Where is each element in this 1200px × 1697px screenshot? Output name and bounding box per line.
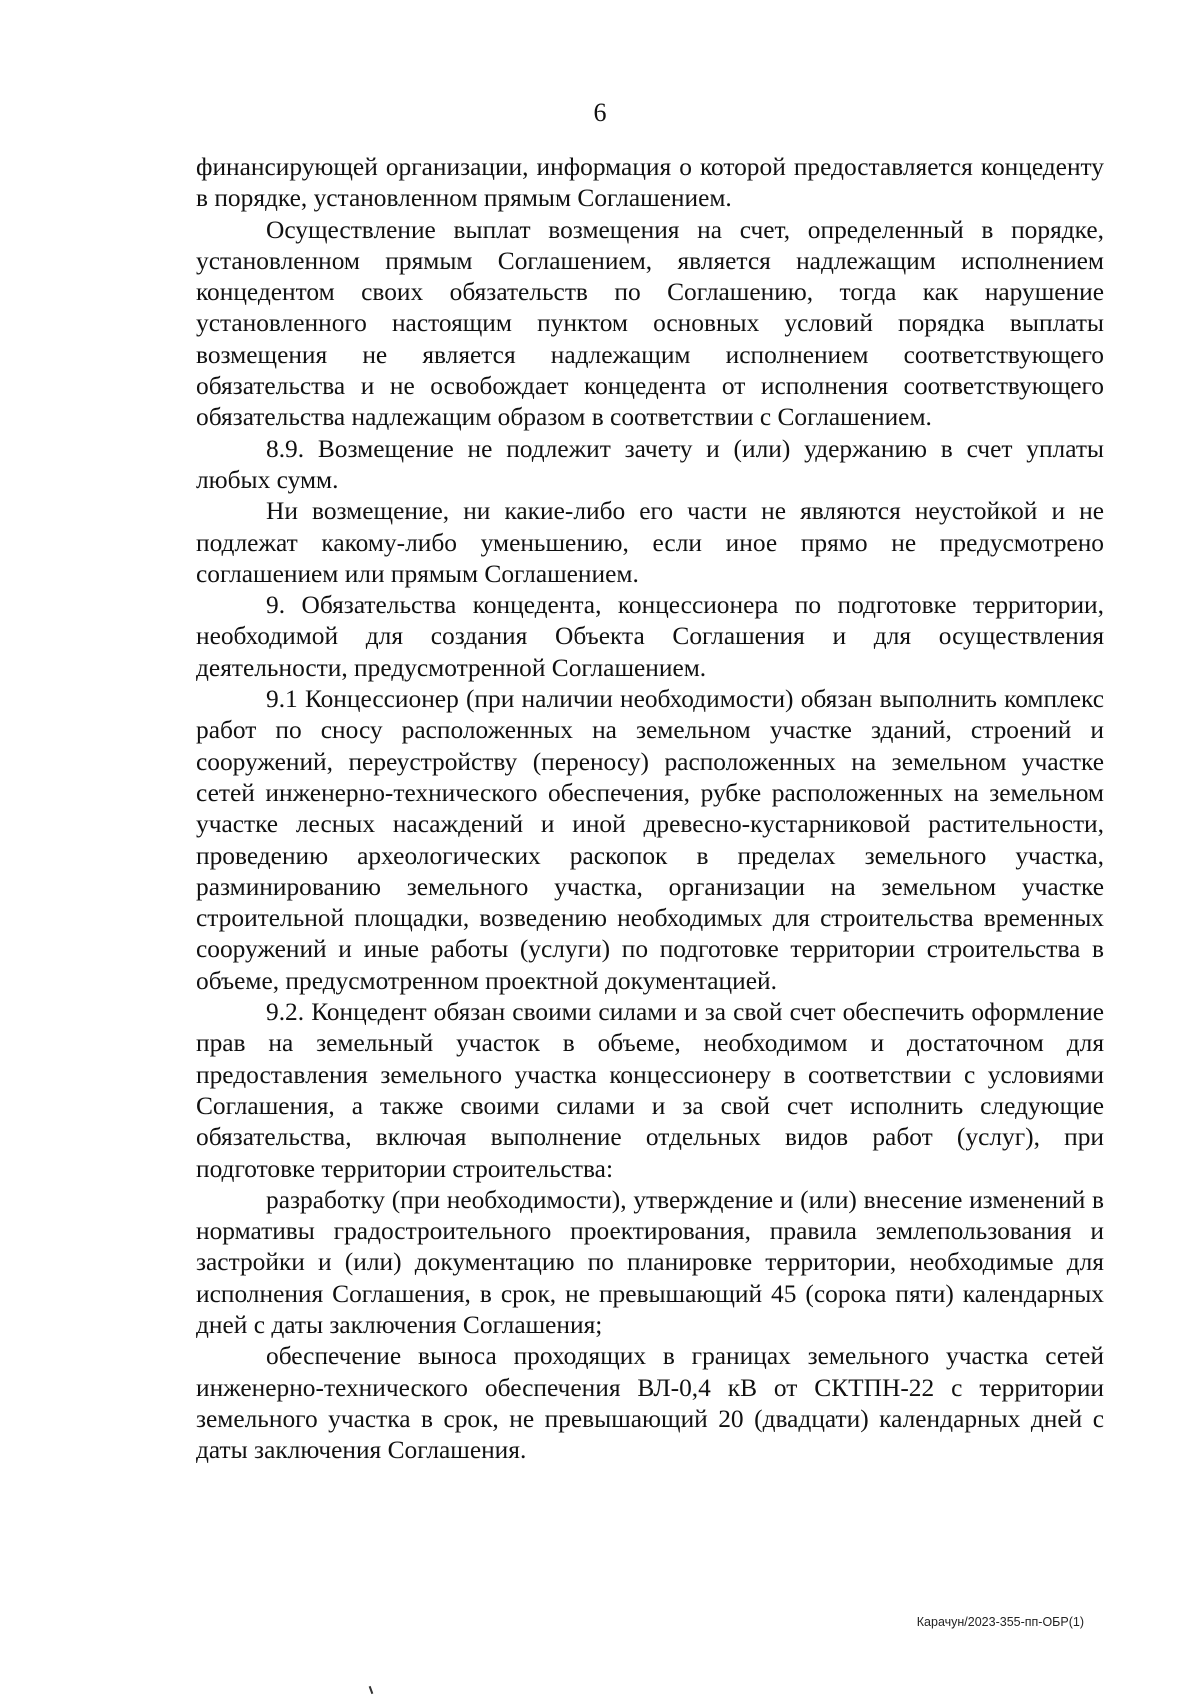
page-number: 6 (593, 98, 607, 127)
paragraph-payment-account: Осуществление выплат возмещения на счет, определенный в порядке, установленном прямым Соглашением, является надлежащим исполнением концедентом своих обязательств по Соглашению, тогда как нарушение установленного настоящим пунктом основных условий порядка выплаты возмещения не является надлежащим исполнением соответствующего обязательства и не освобождает концедента от исполнения соответствующего обязательства надлежащим образом в соответствии с Соглашением. (196, 215, 1104, 432)
paragraph-clause-8-9: 8.9. Возмещение не подлежит зачету и (или) удержанию в счет уплаты любых сумм. (196, 434, 1104, 494)
paragraph-no-penalty: Ни возмещение, ни какие-либо его части не являются неустойкой и не подлежат какому-либо уменьшению, если иное прямо не предусмотрено соглашением или прямым Соглашением. (196, 497, 1104, 588)
paragraph-planning-docs: разработку (при необходимости), утверждение и (или) внесение изменений в нормативы градостроительного проектирования, правила землепользования и застройки и (или) документацию по планировке территории, необходимые для исполнения Соглашения, в срок, не превышающий 45 (сорока пяти) календарных дней с даты заключения Соглашения; (196, 1185, 1104, 1339)
scan-mark (369, 1686, 374, 1694)
paragraph-network-relocation: обеспечение выноса проходящих в границах земельного участка сетей инженерно-технического обеспечения ВЛ-0,4 кВ от СКТПН-22 с территории земельного участка в срок, не превышающий 20 (двадцати) календарных дней с даты заключения Соглашения. (196, 1342, 1104, 1465)
document-code: Карачун/2023-355-пп-ОБР(1) (916, 1615, 1084, 1629)
paragraph-clause-9-2: 9.2. Концедент обязан своими силами и за свой счет обеспечить оформление прав на земельный участок в объеме, необходимом и достаточном для предоставления земельного участка концессионеру в соответствии с условиями Соглашения, а также своими силами и за свой счет исполнить следующие обязательства, включая выполнение отдельных видов работ (услуг), при подготовке территории строительства: (196, 998, 1104, 1183)
paragraph-clause-9-1: 9.1 Концессионер (при наличии необходимости) обязан выполнить комплекс работ по сносу расположенных на земельном участке зданий, строений и сооружений, переустройству (переносу) расположенных на земельном участке сетей инженерно-технического обеспечения, рубке расположенных на земельном участке лесных насаждений и иной древесно-кустарниковой растительности, проведению археологических раскопок в пределах земельного участка, разминированию земельного участка, организации на земельном участке строительной площадки, возведению необходимых для строительства временных сооружений и иные работы (услуги) по подготовке территории строительства в объеме, предусмотренном проектной документацией. (196, 685, 1104, 995)
paragraph-continuation: финансирующей организации, информация о которой предоставляется концеденту в порядке, установленном прямым Соглашением. (196, 153, 1104, 213)
document-body (196, 152, 1104, 1466)
paragraph-section-9-heading: 9. Обязательства концедента, концессионера по подготовке территории, необходимой для создания Объекта Соглашения и для осуществления деятельности, предусмотренной Соглашением. (196, 591, 1104, 682)
